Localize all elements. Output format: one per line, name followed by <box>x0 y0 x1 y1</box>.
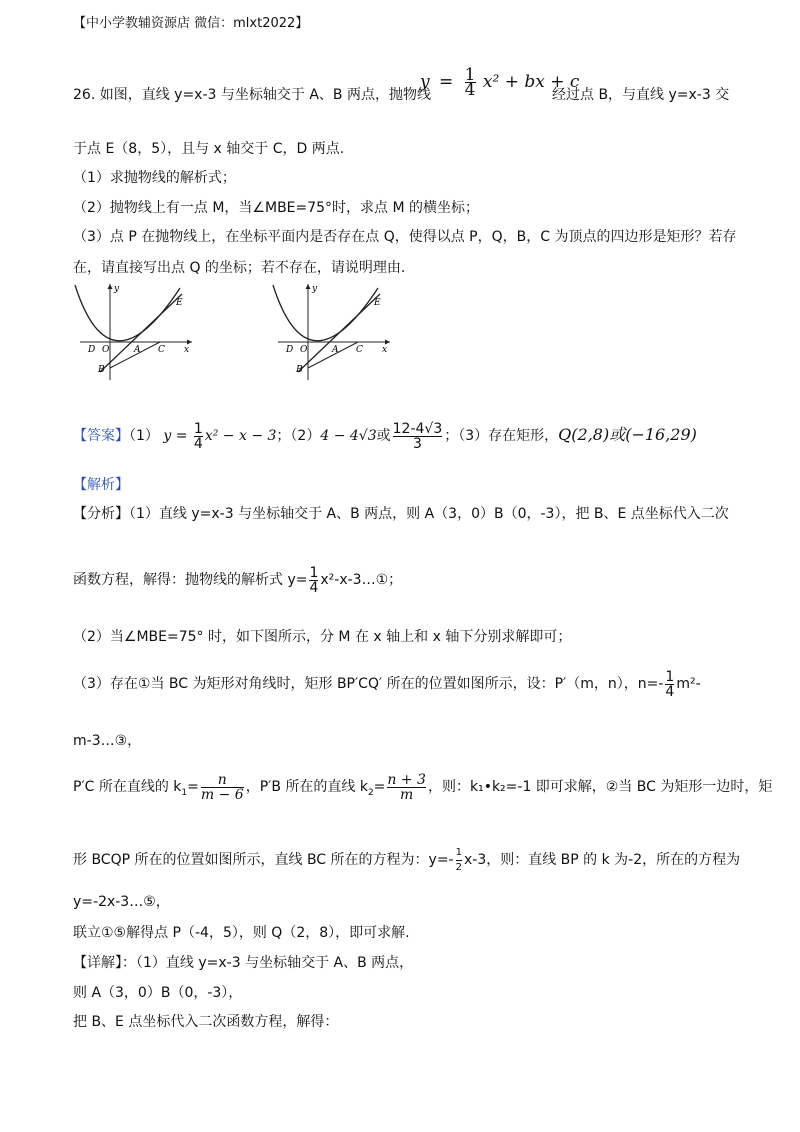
label-a: A <box>332 345 339 355</box>
answer-part-3: ；（3）存在矩形， <box>444 428 559 444</box>
label-y: y <box>114 284 120 294</box>
label-c: C <box>158 345 165 355</box>
question-line-1b: 经过点 B，与直线 y=x-3 交 <box>552 87 730 103</box>
eq-sign: = <box>439 72 454 92</box>
analysis-text: m²- <box>676 676 701 692</box>
frac-num: n + 3 <box>387 771 426 788</box>
frac-den: 4 <box>665 683 675 700</box>
frac-num: 12-4√3 <box>392 420 443 437</box>
detail-line-1: 【详解】：（1）直线 y=x-3 与坐标轴交于 A、B 两点， <box>73 955 414 971</box>
answer-eq1-lhs: y = <box>163 428 188 444</box>
answer-eq1-fraction <box>194 422 203 451</box>
analysis-line-3: （2）当∠MBE=75° 时，如下图所示，分 M 在 x 轴上和 x 轴下分别求解即可； <box>73 629 572 645</box>
analysis-text: x²-x-3…①； <box>320 572 403 588</box>
analysis-text: P′C 所在直线的 k <box>73 779 182 795</box>
analysis-text: 形 BCQP 所在的位置如图所示，直线 BC 所在的方程为：y=- <box>73 852 454 868</box>
question-line-2: 于点 E（8，5），且与 x 轴交于 C，D 两点. <box>73 141 345 157</box>
question-part-1: （1）求抛物线的解析式； <box>73 170 236 186</box>
question-part-3-cont: 在，请直接写出点 Q 的坐标；若不存在，请说明理由. <box>73 260 406 276</box>
answer-or: 或 <box>376 428 391 444</box>
frac-den: m <box>387 787 426 802</box>
analysis-line-2 <box>73 564 402 596</box>
analysis-tag: 【解析】 <box>73 477 129 493</box>
question-text: 26. 如图，直线 y=x-3 与坐标轴交于 A、B 两点，抛物线 <box>73 87 431 103</box>
analysis-line-9: 联立①⑤解得点 P（-4，5），则 Q（2，8），即可求解. <box>73 925 410 941</box>
frac-den: 4 <box>464 80 476 100</box>
answer-part-1: （1） <box>129 428 159 444</box>
analysis-text: 函数方程，解得：抛物线的解析式 y= <box>73 572 308 588</box>
page-header: 【中小学教辅资源店 微信：mlxt2022】 <box>73 16 309 31</box>
parabola-curve <box>75 285 180 341</box>
parabola-figure-left <box>70 280 200 385</box>
frac-den: 2 <box>455 861 462 873</box>
frac-num: 1 <box>193 420 203 437</box>
analysis-line-7 <box>73 845 740 875</box>
eq-rest: x² + bx + c <box>482 72 580 92</box>
label-o: O <box>102 345 110 355</box>
analysis-fraction-half <box>456 846 462 875</box>
analysis-fraction-k2 <box>387 773 426 802</box>
answer-eq3-fraction <box>393 422 443 451</box>
answer-eq2: 4 − 4√3 <box>320 428 377 444</box>
label-a: A <box>134 345 141 355</box>
label-e: E <box>374 298 381 308</box>
label-x: x <box>382 345 388 355</box>
label-e: E <box>176 298 183 308</box>
answer-line <box>73 420 697 451</box>
question-part-2: （2）抛物线上有一点 M，当∠MBE=75°时，求点 M 的横坐标； <box>73 200 480 216</box>
analysis-text: = <box>187 779 199 795</box>
frac-den: m − 6 <box>200 786 244 803</box>
frac-num: n <box>217 771 227 788</box>
label-b: B <box>296 365 303 375</box>
analysis-fraction-k1 <box>201 773 244 802</box>
analysis-line-6: P′C 所在直线的 $k_1=$ $\frac{n}{m - 6}$ ，P′B 所在的直线 $k_2=$ $\frac{n + 3}{m}$ ，则：k₁•k₂=-1 即可求解，②当 BC 为矩形一边时，矩 <box>73 771 773 803</box>
analysis-line-8: y=-2x-3…⑤， <box>73 894 170 910</box>
frac-den: 4 <box>193 435 203 452</box>
label-x: x <box>184 345 190 355</box>
answer-part-2: ；（2） <box>276 428 321 444</box>
frac-num: 1 <box>455 846 462 858</box>
analysis-line-4 <box>73 668 701 700</box>
analysis-text: （3）存在①当 BC 为矩形对角线时，矩形 BP′CQ′ 所在的位置如图所示，设：P′（m，n），n=- <box>73 676 664 692</box>
label-d: D <box>88 345 96 355</box>
parabola-curve <box>273 285 378 341</box>
analysis-fraction <box>665 670 674 699</box>
parabola-figure-right <box>268 280 398 385</box>
label-c: C <box>356 345 363 355</box>
line-be <box>100 294 182 372</box>
fraction-quarter <box>464 65 476 100</box>
detail-line-2: 则 A（3，0）B（0，-3）， <box>73 985 243 1001</box>
frac-den: 4 <box>309 579 319 596</box>
label-d: D <box>286 345 294 355</box>
frac-num: 1 <box>464 65 476 85</box>
answer-eq4: Q(2,8)或(−16,29) <box>558 425 697 444</box>
detail-line-3: 把 B、E 点坐标代入二次函数方程，解得： <box>73 1014 339 1030</box>
analysis-line-1: 【分析】（1）直线 y=x-3 与坐标轴交于 A、B 两点，则 A（3，0）B（0，-3），把 B、E 点坐标代入二次 <box>73 506 729 522</box>
analysis-text: = <box>373 779 386 795</box>
answer-eq1-rhs: x² − x − 3 <box>204 428 277 444</box>
analysis-fraction <box>309 566 318 595</box>
eq-y: y <box>420 72 430 92</box>
label-b: B <box>98 365 105 375</box>
frac-num: 1 <box>309 564 319 581</box>
analysis-text: x-3，则：直线 BP 的 k 为-2，所在的方程为 <box>463 852 741 868</box>
question-line-1 <box>73 86 431 104</box>
label-y: y <box>312 284 318 294</box>
label-o: O <box>300 345 308 355</box>
line-be <box>298 294 380 372</box>
answer-tag: 【答案】 <box>73 428 129 444</box>
analysis-text: ，则：k₁•k₂=-1 即可求解，②当 BC 为矩形一边时，矩 <box>427 779 773 795</box>
question-part-3: （3）点 P 在抛物线上，在坐标平面内是否存在点 Q，使得以点 P，Q，B，C 为顶点的四边形是矩形？若存 <box>73 229 737 245</box>
frac-num: 1 <box>665 668 675 685</box>
frac-den: 3 <box>393 436 443 451</box>
analysis-line-5: m-3…③， <box>73 733 142 749</box>
analysis-text: ，P′B 所在的直线 k <box>245 779 368 795</box>
